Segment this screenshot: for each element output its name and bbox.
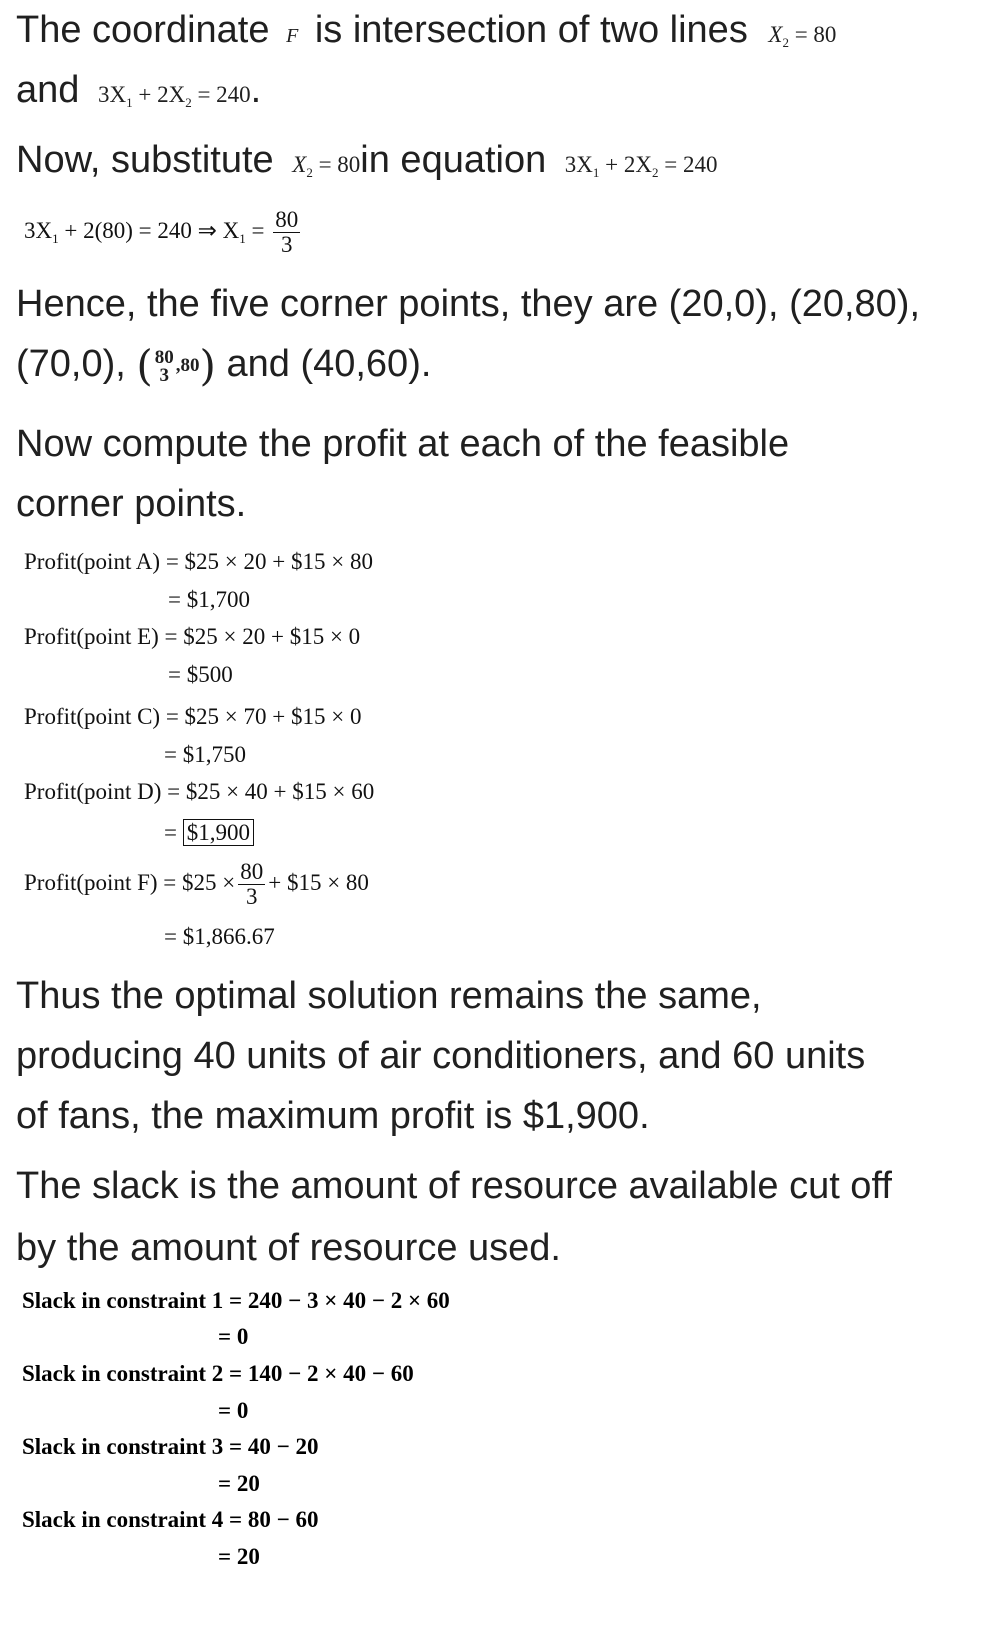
slack-3-result: = 20 <box>218 1471 260 1496</box>
compute-line-1: Now compute the profit at each of the feasible <box>16 423 790 465</box>
intro-text-mid: is intersection of two lines <box>314 9 748 51</box>
corner-fraction-point: 80 3 ,80 <box>154 346 200 386</box>
profit-f-result: = $1,866.67 <box>164 924 275 949</box>
equation-constraint: $3X_1 + 2X_2 = 240$ <box>97 82 251 110</box>
slack-def-line-2: by the amount of resource used. <box>16 1227 561 1269</box>
solve-equation: $3X_1 + 2(80) = 240$ ⇒ $X_1$ = $\frac{80}{3}$ <box>24 207 299 257</box>
slack-4-lhs: Slack in constraint 4 = 80 − 60 <box>22 1507 319 1532</box>
slack-def-line-1: The slack is the amount of resource available cut off <box>16 1165 892 1207</box>
profit-d-result: = $1,900 <box>164 820 254 846</box>
fraction-80-3-b: $\frac{80}{3}$ <box>240 859 264 909</box>
profit-a-lhs: Profit(point A) = $25 × 20 + $15 × 80 <box>24 549 373 574</box>
profit-e-lhs: Profit(point E) = $25 × 20 + $15 × 0 <box>24 624 361 649</box>
corner-points-line-2: (70,0), ( 80 3 ,80) and (40,60). <box>16 341 432 390</box>
profit-f-lhs: Profit(point F) = $25 × $\frac{80}{3}$ + $15 × 80 <box>24 859 369 909</box>
corner-points-line-1: Hence, the five corner points, they are (20,0), (20,80), <box>16 283 921 325</box>
equation-constraint-b: $3X_1 + 2X_2 = 240$ <box>564 152 718 180</box>
compute-line-2: corner points. <box>16 483 247 525</box>
point-f-label: F <box>286 25 299 47</box>
slack-4-result: = 20 <box>218 1544 260 1569</box>
fraction-80-3: $\frac{80}{3}$ <box>275 207 299 257</box>
substitute-text: Now, substitute <box>16 139 274 181</box>
profit-c-result: = $1,750 <box>164 742 246 767</box>
equation-x2-80: $X_2 = 80$ <box>768 22 837 50</box>
slack-3-lhs: Slack in constraint 3 = 40 − 20 <box>22 1434 319 1459</box>
max-profit-box: $1,900 <box>183 819 254 846</box>
substitute-line <box>16 140 718 193</box>
slack-2-result: = 0 <box>218 1398 249 1423</box>
intro-line-2 <box>16 70 261 123</box>
profit-e-result: = $500 <box>168 662 233 687</box>
conclusion-line-1: Thus the optimal solution remains the same, <box>16 975 762 1017</box>
intro-period: . <box>250 69 262 111</box>
profit-c-lhs: Profit(point C) = $25 × 70 + $15 × 0 <box>24 704 362 729</box>
profit-d-lhs: Profit(point D) = $25 × 40 + $15 × 60 <box>24 779 375 804</box>
substitute-mid: in equation <box>360 139 547 181</box>
slack-2-lhs: Slack in constraint 2 = 140 − 2 × 40 − 60 <box>22 1361 414 1386</box>
intro-and: and <box>16 69 80 111</box>
slack-1-lhs: Slack in constraint 1 = 240 − 3 × 40 − 2 × 60 <box>22 1288 450 1313</box>
intro-text: The coordinate <box>16 9 270 51</box>
intro-line-1 <box>16 10 836 63</box>
equation-x2-80-b: $X_2 = 80$ <box>292 152 361 180</box>
slack-1-result: = 0 <box>218 1324 249 1349</box>
profit-a-result: = $1,700 <box>168 587 250 612</box>
conclusion-line-2: producing 40 units of air conditioners, and 60 units <box>16 1035 866 1077</box>
conclusion-line-3: of fans, the maximum profit is $1,900. <box>16 1095 650 1137</box>
